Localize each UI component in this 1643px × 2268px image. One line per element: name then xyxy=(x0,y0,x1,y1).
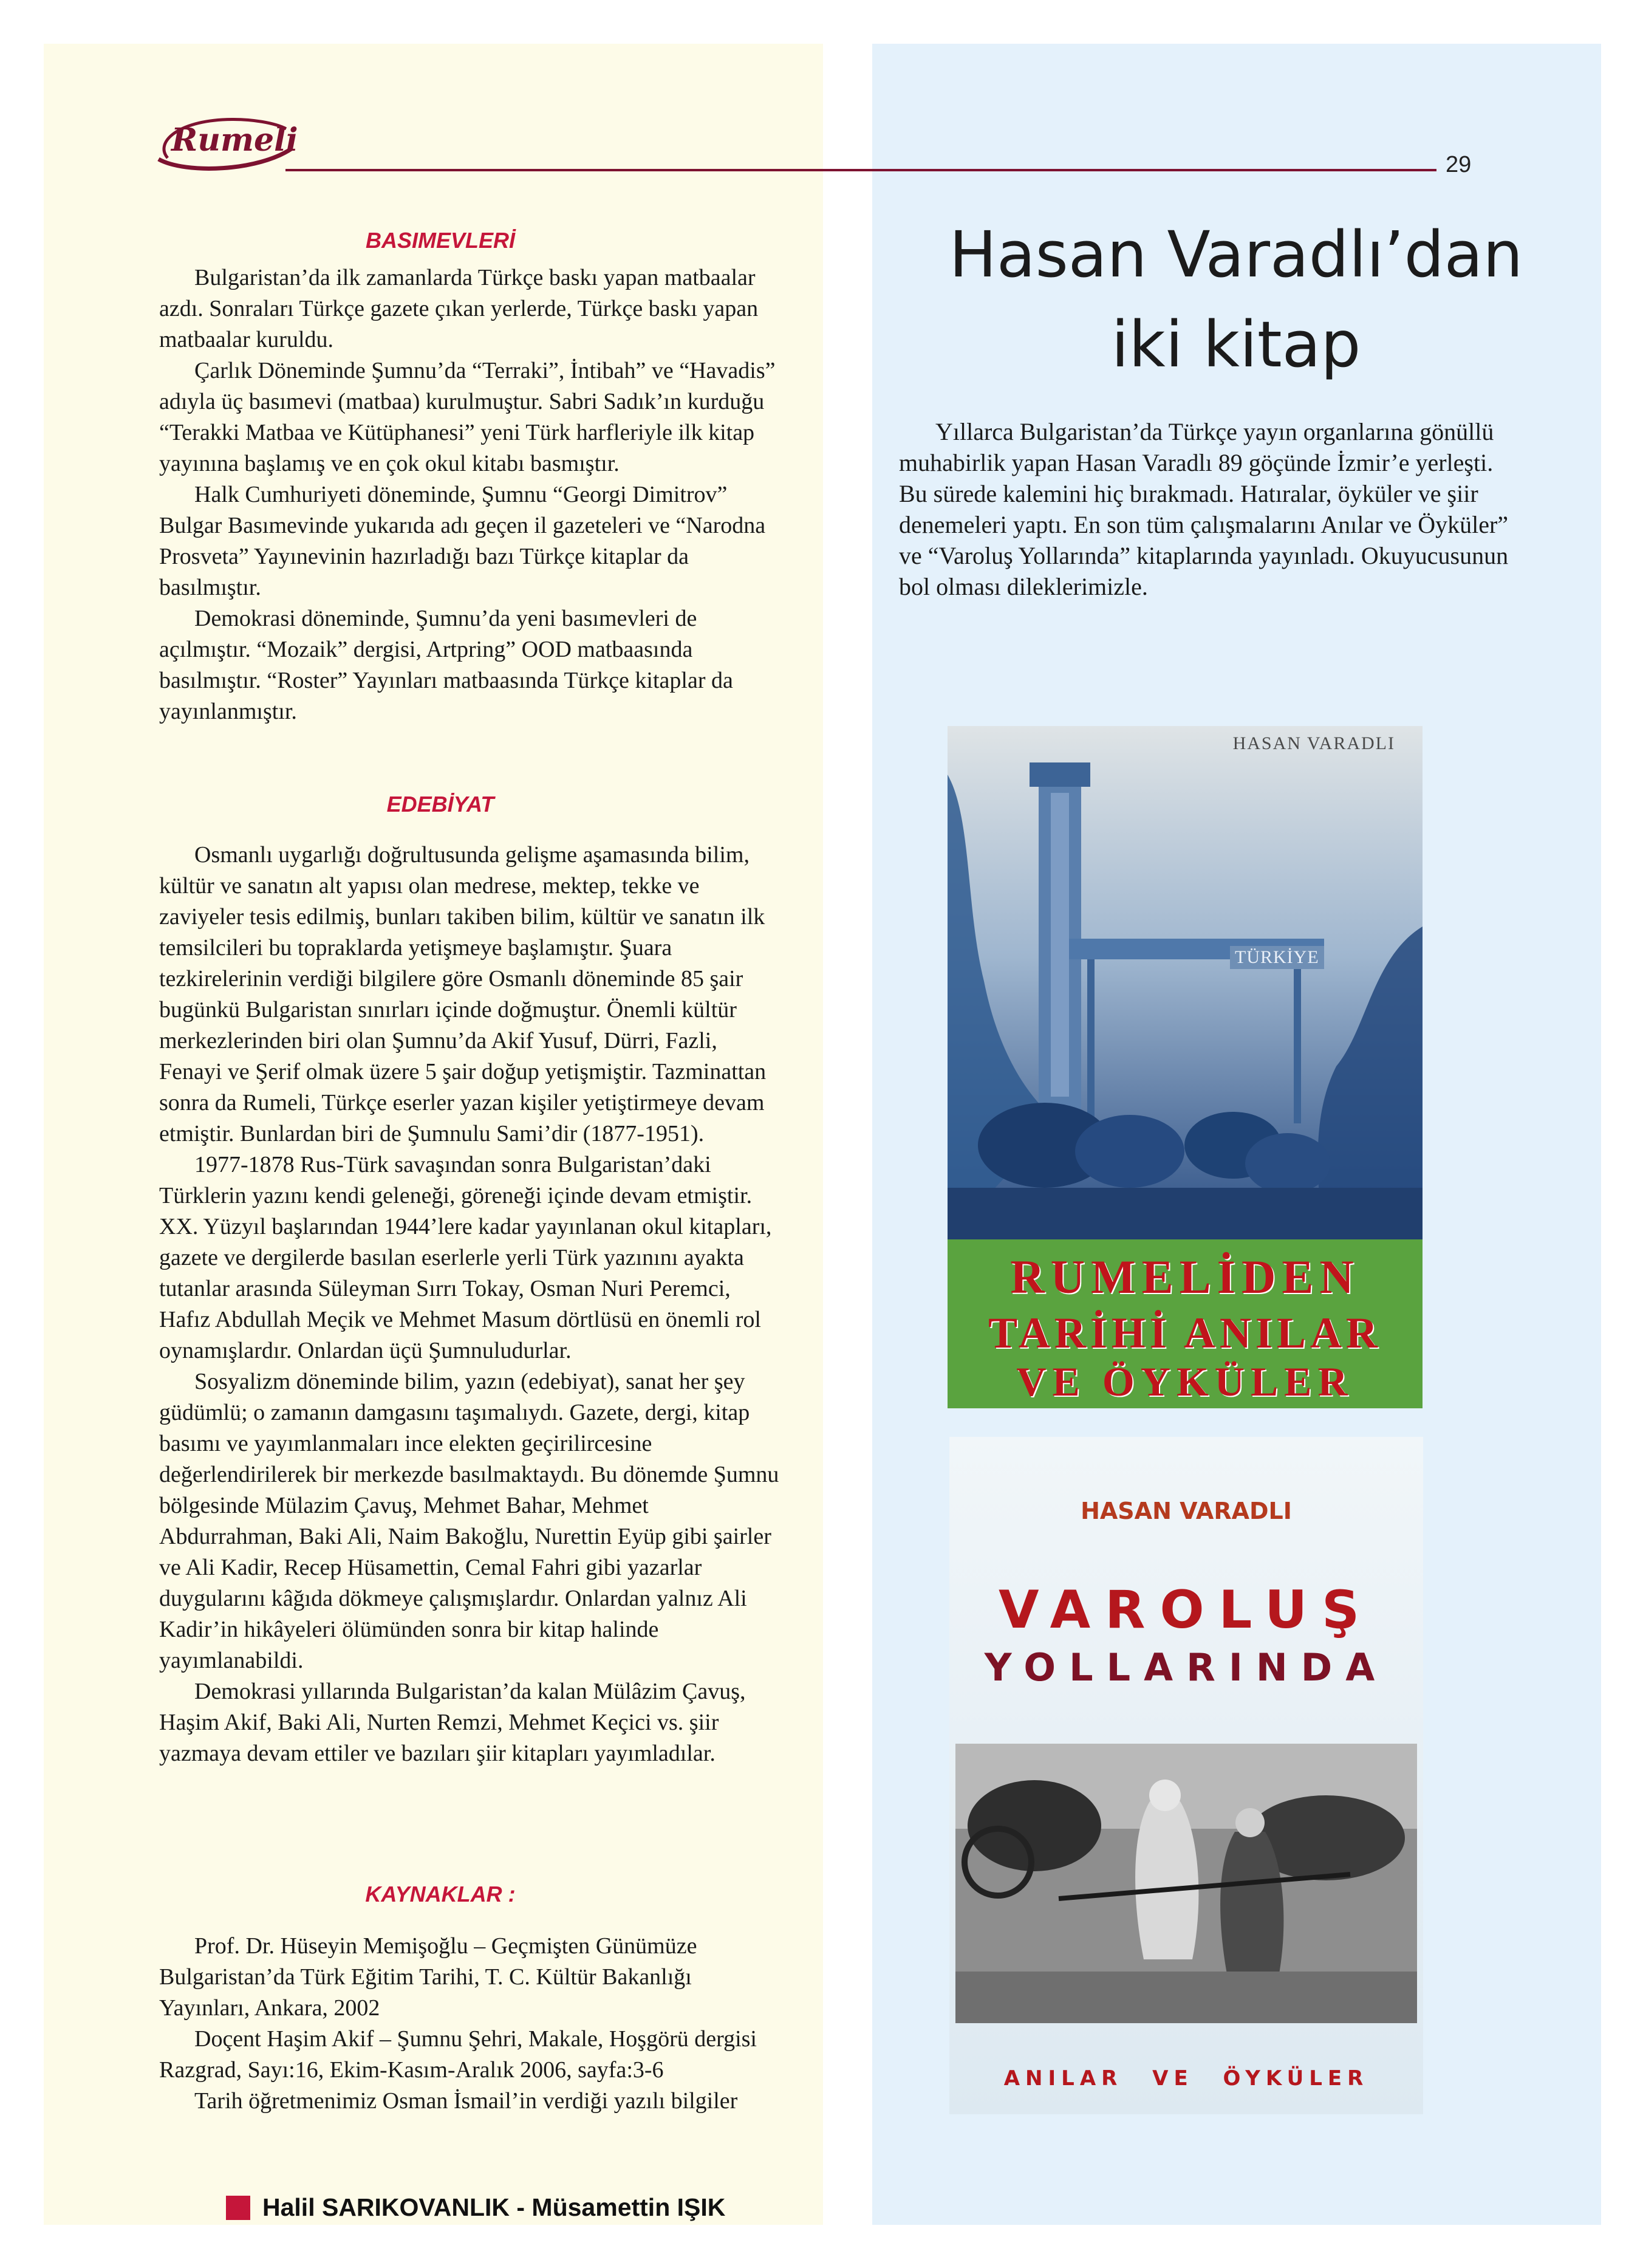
cover-photo-migration xyxy=(948,726,1423,1239)
book1-author: HASAN VARADLI xyxy=(1232,733,1395,753)
book1-sign-text: TÜRKİYE xyxy=(1230,946,1324,969)
paragraph: Osmanlı uygarlığı doğrultusunda gelişme aşamasında bilim, kültür ve sanatın alt yapısı olan medrese, mektep, tekke ve zaviyeler tesis edilmiş, bunları takiben bilim, kültür ve sanatın ilk temsilcileri bu topraklarda yetişmeye başlamıştır. Şuara tezkirelerinin verdiği bilgilere göre Osmanlı döneminde 85 şair bugünkü Bulgaristan sınırları içinde doğmuştur. Önemli kültür merkezlerinden biri olan Şumnu’da Akif Yusuf, Dürri, Fazli, Fenayi ve Şerif olmak üzere 5 şair doğup yetişmiştir. Tazminattan sonra da Rumeli, Türkçe eserler yazan kişiler yetiştirmeye devam etmiştir. Bunlardan biri de Şumnulu Sami’dir (1877-1951). xyxy=(159,842,767,1146)
paragraph: Demokrasi yıllarında Bulgaristan’da kalan Mülâzim Çavuş, Haşim Akif, Baki Ali, Nurten Remzi, Mehmet Keçici vs. şiir yazmaya devam ettiler ve bazıları şiir kitapları yayımladılar. xyxy=(159,1679,746,1766)
book1-title-line-1: RUMELİDEN xyxy=(1010,1250,1360,1303)
intro-paragraph: Yıllarca Bulgaristan’da Türkçe yayın organlarına gönüllü muhabirlik yapan Hasan Varadlı 89 göçünde İzmir’e yerleşti. Bu sürede kalemini hiç bırakmadı. Hatıralar, öyküler ve şiir denemeleri yaptı. En son tüm çalışmalarını Anılar ve Öyküler” ve “Varoluş Yollarında” kitaplarında yayınladı. Okuyucusunun bol olması dileklerimizle. xyxy=(899,418,1509,600)
author-names: Halil SARIKOVANLIK - Müsamettin IŞIK xyxy=(262,2193,726,2221)
paragraph: Halk Cumhuriyeti döneminde, Şumnu “Georgi Dimitrov” Bulgar Basımevinde yukarıda adı geçen il gazeteleri ve “Narodna Prosveta” Yayınevinin hazırladığı bazı Türkçe kitaplar da basılmıştır. xyxy=(159,482,766,600)
paragraph: Sosyalizm döneminde bilim, yazın (edebiyat), sanat her şey güdümlü; o zamanın damgasını taşımalıydı. Gazete, dergi, kitap basımı ve yayımlanmaları ince elekten geçirilircesine değerlendirilerek bir merkezde basılmaktaydı. Bu dönemde Şumnu bölgesinde Mülazim Çavuş, Mehmet Bahar, Mehmet Abdurrahman, Baki Ali, Naim Bakoğlu, Nurettin Eyüp gibi şairler ve Ali Kadir, Recep Hüsamettin, Cemal Fahri gibi yazarlar duygularını kâğıda dökmeye çalışmışlardır. Onlardan yalnız Ali Kadir’in hikâyeleri ölümünden sonra bir kitap halinde yayımlanabildi. xyxy=(159,1369,779,1673)
heading-basimevleri: BASIMEVLERİ xyxy=(365,228,516,253)
reference: Prof. Dr. Hüseyin Memişoğlu – Geçmişten Günümüze Bulgaristan’da Türk Eğitim Tarihi, T. C. Kültür Bakanlığı Yayınları, Ankara, 2002 xyxy=(159,1933,697,2021)
reference: Tarih öğretmenimiz Osman İsmail’in verdiği yazılı bilgiler xyxy=(194,2088,738,2114)
book2-title-line-2: YOLLARINDA xyxy=(984,1645,1389,1690)
title-line-2: iki kitap xyxy=(1111,307,1361,382)
heading-edebiyat: EDEBİYAT xyxy=(386,792,494,817)
page-number: 29 xyxy=(1446,152,1472,177)
paragraph: Çarlık Döneminde Şumnu’da “Terraki”, İntibah” ve “Havadis” adıyla üç basımevi (matbaa) kurulmuştur. Sabri Sadık’ın kurduğu “Terakki Matbaa ve Kütüphanesi” yeni Türk harfleriyle ilk kitap yayınına başlamış ve en çok okul kitabı basmıştır. xyxy=(159,358,776,476)
book1-title-line-3: VE ÖYKÜLER xyxy=(1016,1358,1354,1405)
reference: Doçent Haşim Akif – Şumnu Şehri, Makale, Hoşgörü dergisi Razgrad, Sayı:16, Ekim-Kasım-Aralık 2006, sayfa:3-6 xyxy=(159,2026,757,2083)
paragraph: 1977-1878 Rus-Türk savaşından sonra Bulgaristan’daki Türklerin yazını kendi geleneği, göreneği içinde devam etmiştir. XX. Yüzyıl başlarından 1944’lere kadar yayınlanan okul kitapları, gazete ve dergilerde basılan eserlerle yerli Türk yazınını ayakta tutanlar arasında Süleyman Sırrı Tokay, Osman Nuri Peremci, Hafız Abdullah Meçik ve Mehmet Masum dörtlüsü en önemli rol oynamışlardır. Onlardan üçü Şumnuludurlar. xyxy=(159,1152,772,1363)
article-title xyxy=(887,210,1585,389)
book2-subtitle: ANILAR VE ÖYKÜLER xyxy=(1003,2066,1369,2091)
section-kaynaklar xyxy=(159,1931,785,2117)
book1-title-line-2: TARİHİ ANILAR xyxy=(988,1309,1382,1357)
section-basimevleri xyxy=(159,262,785,727)
header-rule xyxy=(285,169,1436,171)
book-cover-rumeliden xyxy=(948,726,1423,1408)
book2-title-line-1: VAROLUŞ xyxy=(998,1580,1375,1640)
cover-photo-refugees xyxy=(949,1437,1423,2114)
logo-text: Rumeli xyxy=(171,122,298,159)
footer-byline xyxy=(226,2193,725,2222)
book2-author: HASAN VARADLI xyxy=(1081,1498,1292,1524)
red-square-icon xyxy=(226,2196,250,2220)
book-cover-varolus xyxy=(949,1437,1423,2114)
paragraph: Bulgaristan’da ilk zamanlarda Türkçe baskı yapan matbaalar azdı. Sonraları Türkçe gazete çıkan yerlerde, Türkçe baskı yapan matbaalar kuruldu. xyxy=(159,265,759,352)
title-line-1: Hasan Varadlı’dan xyxy=(949,218,1523,292)
heading-kaynaklar: KAYNAKLAR : xyxy=(365,1882,516,1907)
section-edebiyat xyxy=(159,840,785,1769)
paragraph: Demokrasi döneminde, Şumnu’da yeni basımevleri de açılmıştır. “Mozaik” dergisi, Artpring” OOD matbaasında basılmıştır. “Roster” Yayınları matbaasında Türkçe kitaplar da yayınlanmıştır. xyxy=(159,606,733,724)
